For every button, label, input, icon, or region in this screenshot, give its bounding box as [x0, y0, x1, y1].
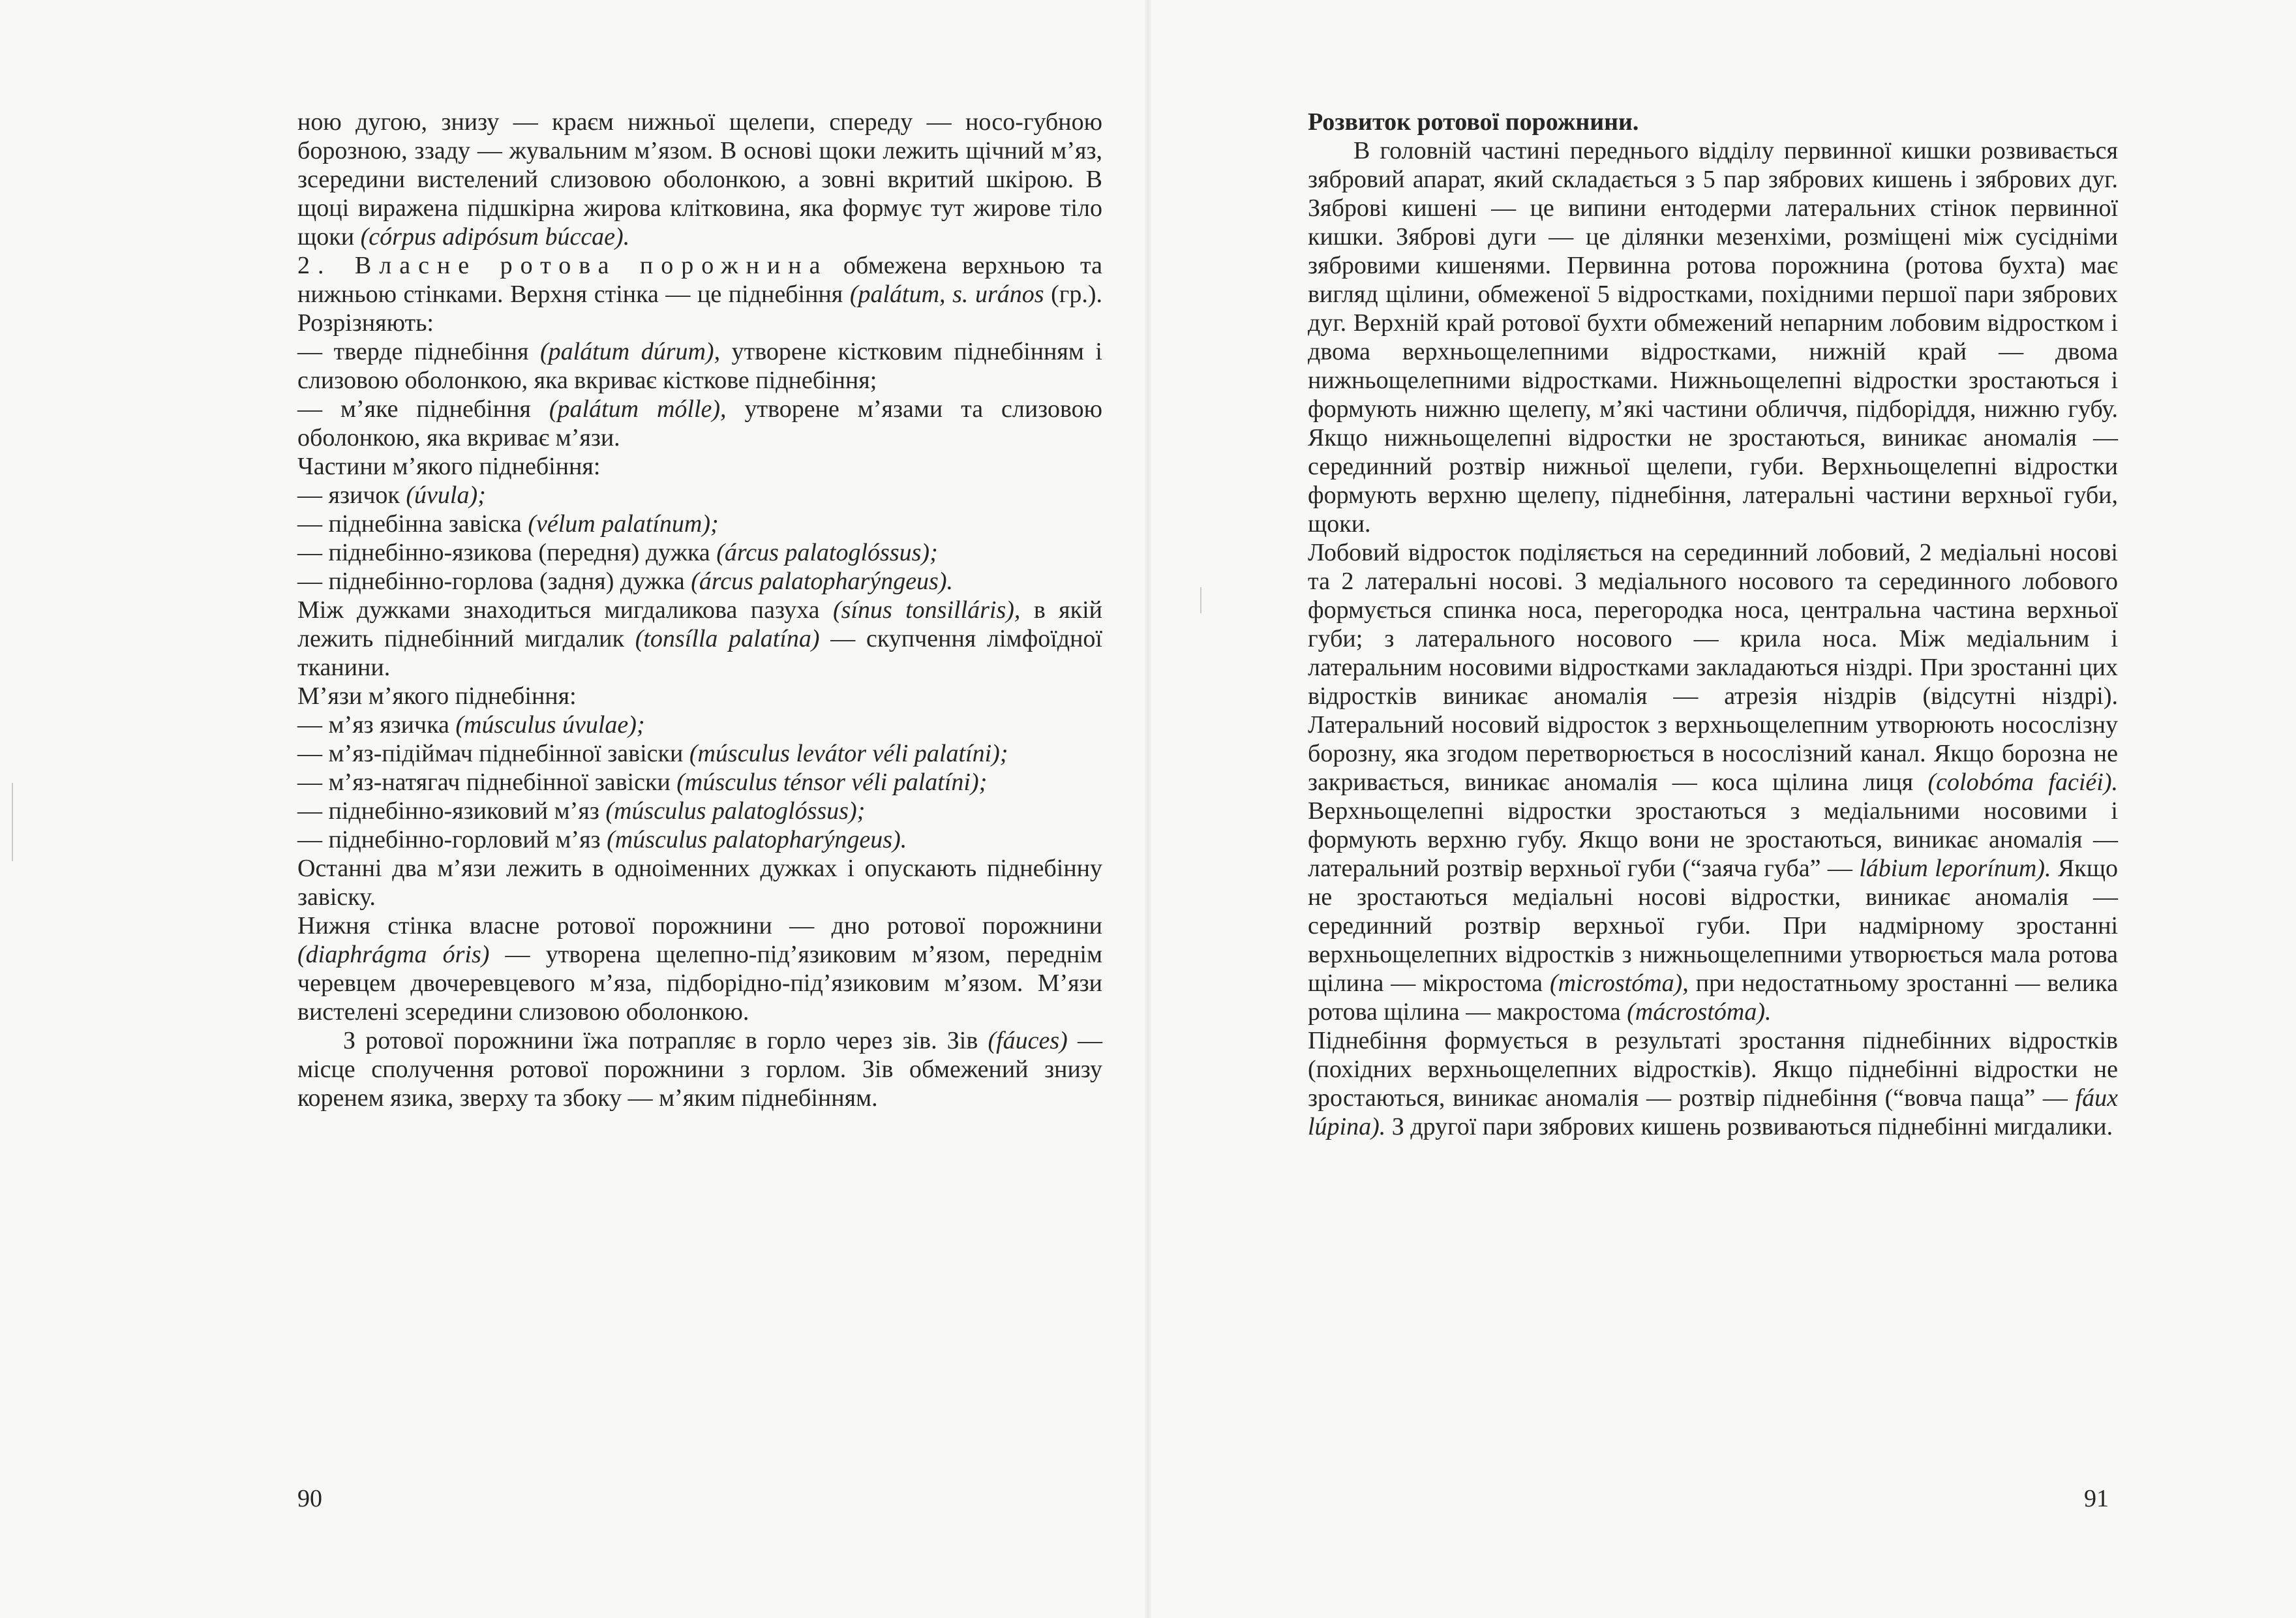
list-item: — м’яз-натягач піднебінної завіски (músculus ténsor véli palatíni); [297, 769, 988, 796]
paragraph: 2. Власне ротова порожнина обмежена верхньою та нижньою стінками. Верхня стінка — це піднебіння (palátum, s. urános (гр.). Розрізняють: [297, 252, 1103, 337]
list-item: — піднебінно-горловий м’яз (músculus palatopharýngeus). [297, 826, 907, 853]
paragraph: ною дугою, знизу — краєм нижньої щелепи, спереду — носо-губною борозною, ззаду — жувальним м’язом. В основі щоки лежить щічний м’яз, зсередини вистелений слизовою оболонкою, а зовні вкритий шкірою. В щоці виражена підшкірна жирова клітковина, яка формує тут жирове тіло щоки (córpus adipósum búccae). [297, 108, 1102, 251]
paragraph: Нижня стінка власне ротової порожнини — дно ротової порожнини (diaphrágma óris) — утворена щелепно-під’язиковим м’язом, переднім черевцем двочеревцевого м’яза, підборідно-під’язиковим м’язом. М’язи вистелені зсередини слизовою оболонкою. [297, 912, 1102, 1026]
scan-mark [12, 783, 13, 861]
paragraph: Піднебіння формується в результаті зростання піднебінних відростків (похідних верхньощелепних відростків). Якщо піднебінні відростки не зростаються, виникає аномалія — розтвір піднебіння (“вовча паща” — fáux lúpina). З другої пари зябрових кишень розвиваються піднебінні мигдалики. [1308, 1027, 2118, 1140]
right-page-text [1308, 108, 2118, 1141]
list-item: — піднебінна завіска (vélum palatínum); [297, 510, 719, 538]
paragraph: Останні два м’язи лежить в одноіменних дужках і опускають піднебінну завіску. [297, 855, 1102, 911]
list-item: — тверде піднебіння (palátum dúrum), утворене кістковим піднебінням і слизовою оболонкою, яка вкриває кісткове піднебіння; [297, 338, 1102, 394]
scan-mark [1200, 587, 1201, 613]
list-item: — язичок (úvula); [297, 481, 486, 509]
list-item: — м’яз язичка (músculus úvulae); [297, 711, 645, 739]
list-item: — м’яз-підіймач піднебінної завіски (músculus levátor véli palatíni); [297, 740, 1008, 767]
list-item: — піднебінно-язикова (передня) дужка (árcus palatoglóssus); [297, 539, 938, 566]
paragraph: Між дужками знаходиться мигдаликова пазуха (sínus tonsilláris), в якій лежить піднебінний мигдалик (tonsílla palatína) — скупчення лімфоїдної тканини. [297, 596, 1102, 681]
list-item: — піднебінно-язиковий м’яз (músculus palatoglóssus); [297, 797, 866, 825]
list-item: — м’яке піднебіння (palátum mólle), утворене м’язами та слизовою оболонкою, яка вкриває м’язи. [297, 395, 1103, 451]
subheading: М’язи м’якого піднебіння: [297, 682, 577, 710]
section-heading: Розвиток ротової порожнини. [1308, 108, 1639, 136]
paragraph: Лобовий відросток поділяється на серединний лобовий, 2 медіальні носові та 2 латеральні носові. З медіального носового та серединного лобового формується спинка носа, перегородка носа, центральна частина верхньої губи; з латерального носового — крила носа. Між медіальним і латеральним носовими відростками закладаються ніздрі. При зростанні цих відростків виникає аномалія — атрезія ніздрів (відсутні ніздрі). Латеральний носовий відросток з верхньощелепним утворюють носослізну борозну, яка згодом перетворюється в носослізний канал. Якщо борозна не закривається, виникає аномалія — коса щілина лиця (colobóma faciéi). Верхньощелепні відростки зростаються з медіальними носовими і формують верхню губу. Якщо вони не зростаються, виникає аномалія — латеральний розтвір верхньої губи (“заяча губа” — lábium leporínum). Якщо не зростаються медіальні носові відростки, виникає аномалія — серединний розтвір верхньої губи. При надмірному зростанні верхньощелепних відростків з нижньощелепними утворюється мала ротова щілина — мікростома (microstóma), при недостатньому зростанні — велика ротова щілина — макростома (mácrostóma). [1308, 539, 2119, 1026]
subheading: Частини м’якого піднебіння: [297, 453, 601, 480]
paragraph: В головній частині переднього відділу первинної кишки розвивається зябровий апарат, який складається з 5 пар зябрових кишень і зябрових дуг. Зяброві кишені — це випини ентодерми латеральних стінок первинної кишки. Зяброві дуги — це ділянки мезенхіми, розміщені між сусідніми зябровими кишенями. Первинна ротова порожнина (ротова бухта) має вигляд щілини, обмеженої 5 відростками, похідними першої пари зябрових дуг. Верхній край ротової бухти обмежений непарним лобовим відростком і двома верхньощелепними відростками, нижній край — двома нижньощелепними відростками. Нижньощелепні відростки зростаються і формують нижню щелепу, м’які частини обличчя, підборіддя, нижню губу. Якщо нижньощелепні відростки не зростаються, виникає аномалія — серединний розтвір нижньої щелепи, губи. Верхньощелепні відростки формують верхню щелепу, піднебіння, латеральні частини верхньої губи, щоки. [1308, 137, 2118, 538]
list-item: — піднебінно-горлова (задня) дужка (árcus palatopharýngeus). [297, 568, 953, 595]
left-page-text [297, 108, 1102, 1112]
paragraph: З ротової порожнини їжа потрапляє в горло через зів. Зів (fáuces) — місце сполучення ротової порожнини з горлом. Зів обмежений знизу коренем язика, зверху та збоку — м’яким піднебінням. [297, 1027, 1103, 1112]
page-number: 90 [297, 1485, 322, 1512]
book-spine [1145, 0, 1151, 1618]
page-number: 91 [2084, 1485, 2109, 1512]
